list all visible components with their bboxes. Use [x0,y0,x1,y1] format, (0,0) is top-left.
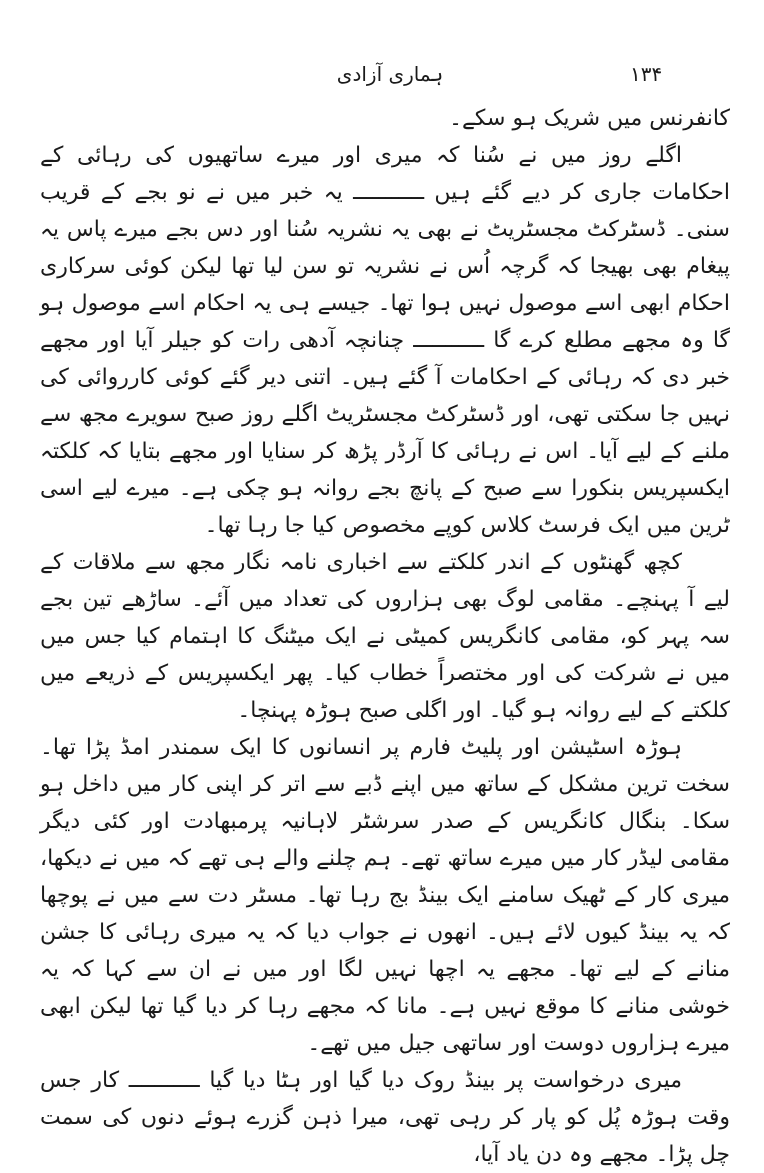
paragraph: ہوڑہ اسٹیشن اور پلیٹ فارم پر انسانوں کا ایک سمندر امڈ پڑا تھا۔ سخت ترین مشکل کے ساتھ میں اپنے ڈبے سے اتر کر اپنی کار میں داخل ہو سکا۔ بنگال کانگریس کے صدر سرشٹر لاہانیہ پرمبھادت اور کئی دیگر مقامی لیڈر کار میں میرے ساتھ تھے۔ ہم چلنے والے ہی تھے کہ میں نے دیکھا، میری کار کے ٹھیک سامنے ایک بینڈ بج رہا تھا۔ مسٹر دت سے میں نے پوچھا کہ یہ بینڈ کیوں لائے ہیں۔ انھوں نے جواب دیا کہ یہ میری رہائی کا جشن منانے کے لیے تھا۔ مجھے یہ اچھا نہیں لگا اور میں نے ان سے کہا کہ یہ خوشی منانے کا موقع نہیں ہے۔ مانا کہ مجھے رہا کر دیا گیا تھا لیکن ابھی میرے ہزاروں دوست اور ساتھی جیل میں تھے۔ [40,735,730,1056]
page-number: ۱۳۴ [630,62,663,86]
paragraph: میری درخواست پر بینڈ روک دیا گیا اور ہٹا دیا گیا ـــــــــــ کار جس وقت ہوڑہ پُل کو پار کر رہی تھی، میرا ذہن گزرے ہوئے دنوں کی سمت چل پڑا۔ مجھے وہ دن یاد آیا، [40,1068,730,1167]
paragraph: اگلے روز میں نے سُنا کہ میری اور میرے ساتھیوں کی رہائی کے احکامات جاری کر دیے گئے ہیں ـــــــــــ یہ خبر میں نے نو بجے کے قریب سنی۔ ڈسٹرکٹ مجسٹریٹ نے بھی یہ نشریہ سُنا اور دس بجے میرے پاس یہ پیغام بھی بھیجا کہ گرچہ اُس نے نشریہ تو سن لیا تھا لیکن کوئی سرکاری احکام ابھی اسے موصول نہیں ہوا تھا۔ جیسے ہی یہ احکام اسے موصول ہو گا وہ مجھے مطلع کرے گا ـــــــــــ چنانچہ آدھی رات کو جیلر آیا اور مجھے خبر دی کہ رہائی کے احکامات آ گئے ہیں۔ اتنی دیر گئے کوئی کارروائی کی نہیں جا سکتی تھی، اور ڈسٹرکٹ مجسٹریٹ اگلے روز صبح سویرے مجھ سے ملنے کے لیے آیا۔ اس نے رہائی کا آرڈر پڑھ کر سنایا اور مجھے بتایا کہ کلکتہ ایکسپریس بنکورا سے صبح کے پانچ بجے روانہ ہو چکی ہے۔ میرے لیے اسی ٹرین میں ایک فرسٹ کلاس کوپے مخصوص کیا جا رہا تھا۔ [40,143,730,538]
body-text [40,100,730,1173]
page-header [0,62,764,92]
paragraph: کچھ گھنٹوں کے اندر کلکتے سے اخباری نامہ نگار مجھ سے ملاقات کے لیے آ پہنچے۔ مقامی لوگ بھی ہزاروں کی تعداد میں آئے۔ ساڑھے تین بجے سہ پہر کو، مقامی کانگریس کمیٹی نے ایک میٹنگ کا اہتمام کیا جس میں میں نے شرکت کی اور مختصراً خطاب کیا۔ پھر ایکسپریس کے ذریعے میں کلکتے کے لیے روانہ ہو گیا۔ اور اگلی صبح ہوڑہ پہنچا۔ [40,550,730,723]
running-title: ہماری آزادی [336,62,444,86]
paragraph-continuation: کانفرنس میں شریک ہو سکے۔ [449,106,730,131]
